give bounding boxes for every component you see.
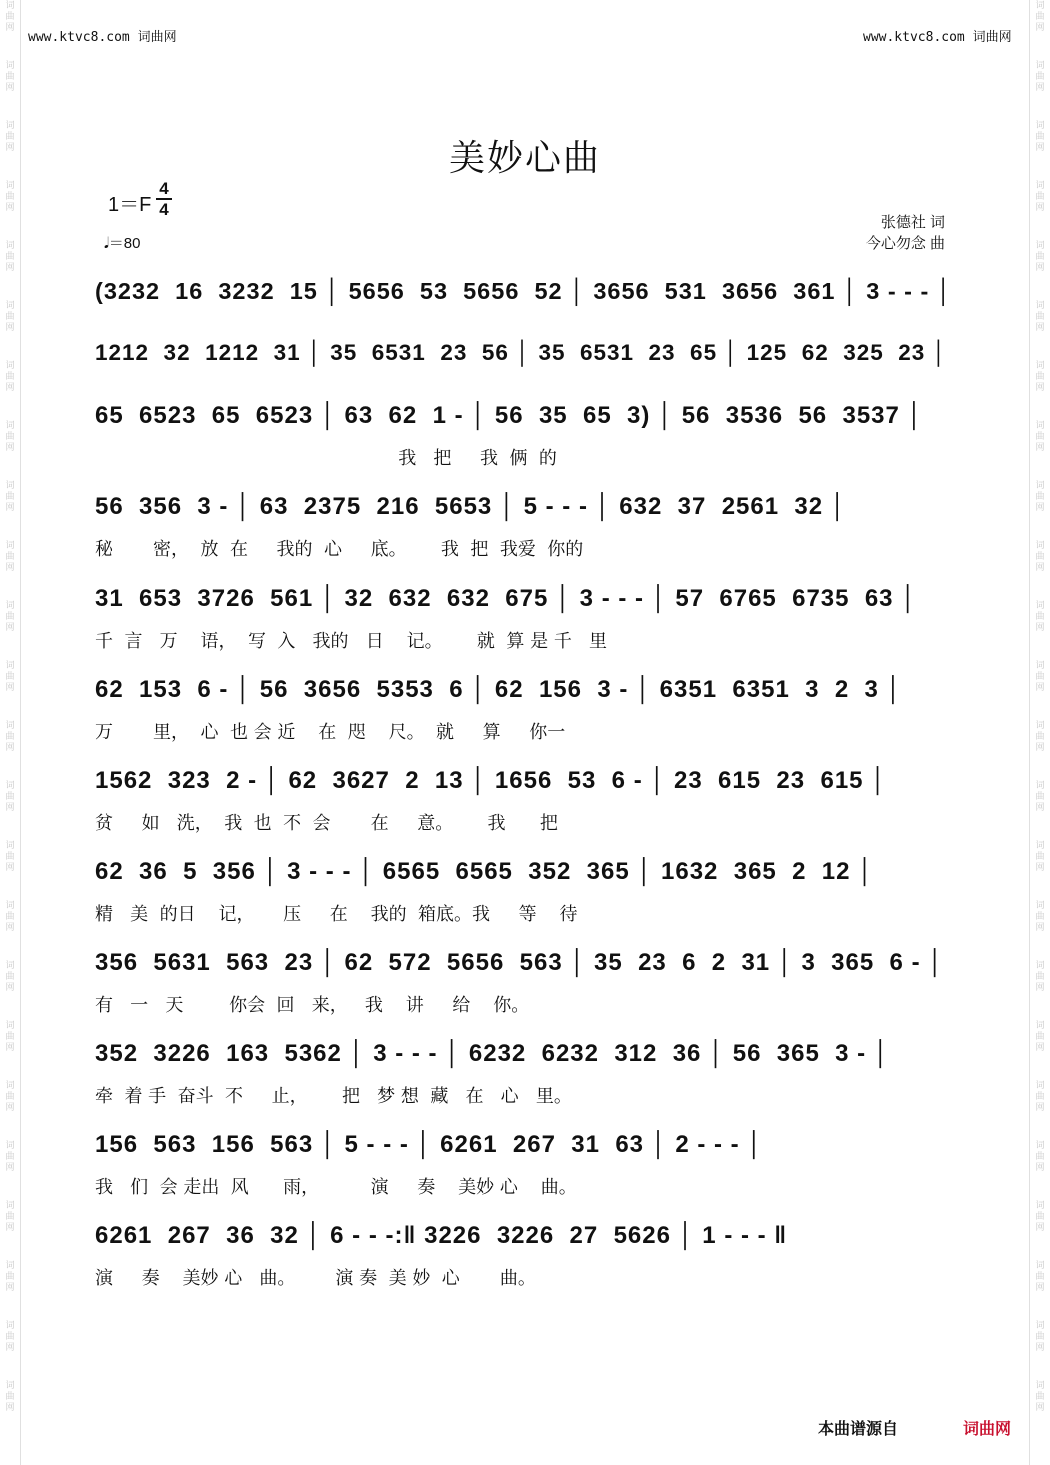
watermark-glyphs: 词 曲 网 (5, 360, 15, 392)
time-signature (156, 180, 172, 218)
composer: 今心勿念 曲 (865, 235, 945, 252)
lyric-line: 我 们 会 走出 风 雨， 演 奏 美妙 心 曲。 (95, 1177, 577, 1198)
lyric-line: 牵 着 手 奋斗 不 止， 把 梦 想 藏 在 心 里。 (95, 1086, 572, 1107)
watermark-glyphs: 词 曲 网 (1035, 120, 1045, 152)
watermark-glyphs: 词 曲 网 (5, 240, 15, 272)
watermark-glyphs: 词 曲 网 (1035, 840, 1045, 872)
lyric-line: 千 言 万 语， 写 入 我的 日 记。 就 算 是 千 里 (95, 631, 607, 652)
watermark-glyphs: 词 曲 网 (1035, 180, 1045, 212)
notation-line: 1562 323 2 - │ 62 3627 2 13 │ 1656 53 6 - │ 23 615 23 615 │ (95, 767, 888, 794)
notation-line: (3232 16 3232 15 │ 5656 53 5656 52 │ 3656 531 3656 361 │ 3 - - - │ (95, 278, 953, 304)
watermark-glyphs: 词 曲 网 (1035, 0, 1045, 32)
watermark-glyphs: 词 曲 网 (1035, 60, 1045, 92)
watermark-glyphs: 词 曲 网 (1035, 780, 1045, 812)
watermark-glyphs: 词 曲 网 (1035, 1080, 1045, 1112)
watermark-glyphs: 词 曲 网 (1035, 480, 1045, 512)
watermark-glyphs: 词 曲 网 (1035, 1320, 1045, 1352)
notation-line: 356 5631 563 23 │ 62 572 5656 563 │ 35 23 6 2 31 │ 3 365 6 - │ (95, 949, 945, 976)
watermark-glyphs: 词 曲 网 (1035, 420, 1045, 452)
watermark-glyphs: 词 曲 网 (1035, 1020, 1045, 1052)
tempo-marking: 𝅘𝅥＝80 (104, 235, 141, 252)
notation-line: 31 653 3726 561 │ 32 632 632 675 │ 3 - - - │ 57 6765 6735 63 │ (95, 585, 918, 612)
watermark-glyphs: 词 曲 网 (5, 60, 15, 92)
watermark-glyphs: 词 曲 网 (5, 300, 15, 332)
notation-line: 352 3226 163 5362 │ 3 - - - │ 6232 6232 312 36 │ 56 365 3 - │ (95, 1040, 890, 1067)
watermark-glyphs: 词 曲 网 (5, 0, 15, 32)
source-brand-link[interactable]: 词曲网 (963, 1421, 1012, 1438)
watermark-glyphs: 词 曲 网 (5, 180, 15, 212)
watermark-glyphs: 词 曲 网 (1035, 240, 1045, 272)
source-label: 本曲谱源自 (818, 1421, 899, 1438)
notation-line: 1212 32 1212 31 │ 35 6531 23 56 │ 35 6531 23 65 │ 125 62 325 23 │ (95, 340, 948, 365)
watermark-glyphs: 词 曲 网 (5, 1080, 15, 1112)
watermark-glyphs: 词 曲 网 (1035, 1380, 1045, 1412)
site-url-left[interactable]: www.ktvc8.com 词曲网 (28, 30, 177, 45)
watermark-glyphs: 词 曲 网 (5, 540, 15, 572)
watermark-glyphs: 词 曲 网 (5, 840, 15, 872)
watermark-glyphs: 词 曲 网 (1035, 960, 1045, 992)
watermark-glyphs: 词 曲 网 (1035, 360, 1045, 392)
lyric-line: 万 里， 心 也 会 近 在 咫 尺。 就 算 你一 (95, 722, 566, 743)
watermark-glyphs: 词 曲 网 (5, 480, 15, 512)
lyric-line: 有 一 天 你会 回 来， 我 讲 给 你。 (95, 995, 530, 1016)
notation-line: 156 563 156 563 │ 5 - - - │ 6261 267 31 63 │ 2 - - - │ (95, 1131, 764, 1158)
lyricist: 张德社 词 (880, 214, 945, 231)
watermark-glyphs: 词 曲 网 (1035, 600, 1045, 632)
watermark-glyphs: 词 曲 网 (5, 1380, 15, 1412)
watermark-glyphs: 词 曲 网 (5, 600, 15, 632)
watermark-glyphs: 词 曲 网 (5, 660, 15, 692)
lyric-line (95, 380, 953, 402)
watermark-glyphs: 词 曲 网 (5, 900, 15, 932)
watermark-glyphs: 词 曲 网 (1035, 720, 1045, 752)
watermark-glyphs: 词 曲 网 (5, 420, 15, 452)
notation-line: 62 153 6 - │ 56 3656 5353 6 │ 62 156 3 - │ 6351 6351 3 2 3 │ (95, 676, 903, 703)
notation-line: 65 6523 65 6523 │ 63 62 1 - │ 56 35 65 3) │ 56 3536 56 3537 │ (95, 402, 924, 429)
watermark-glyphs: 词 曲 网 (1035, 1260, 1045, 1292)
song-title: 美妙心曲 (448, 137, 601, 178)
watermark-glyphs: 词 曲 网 (1035, 300, 1045, 332)
notation-line: 56 356 3 - │ 63 2375 216 5653 │ 5 - - - │ 632 37 2561 32 │ (95, 493, 847, 520)
watermark-glyphs: 词 曲 网 (1035, 900, 1045, 932)
watermark-strip-right (1029, 0, 1050, 1465)
watermark-glyphs: 词 曲 网 (1035, 540, 1045, 572)
key-signature: 1＝F (108, 194, 152, 216)
lyric-line: 我 把 我 俩 的 (95, 448, 557, 469)
notation-line: 6261 267 36 32 │ 6 - - -:‖ 3226 3226 27 5626 │ 1 - - - ‖ (95, 1222, 788, 1249)
meter-top: 4 (159, 179, 169, 198)
watermark-glyphs: 词 曲 网 (5, 1140, 15, 1172)
lyric-line: 贫 如 洗， 我 也 不 会 在 意。 我 把 (95, 813, 558, 834)
lyric-line: 精 美 的日 记， 压 在 我的 箱底。我 等 待 (95, 904, 578, 925)
watermark-glyphs: 词 曲 网 (5, 780, 15, 812)
watermark-glyphs: 词 曲 网 (5, 1020, 15, 1052)
meter-bottom: 4 (159, 200, 169, 219)
site-url-right[interactable]: www.ktvc8.com 词曲网 (863, 30, 1012, 45)
watermark-glyphs: 词 曲 网 (5, 720, 15, 752)
watermark-glyphs: 词 曲 网 (5, 120, 15, 152)
watermark-strip-left (0, 0, 21, 1465)
watermark-glyphs: 词 曲 网 (5, 1320, 15, 1352)
credits (866, 212, 945, 254)
watermark-glyphs: 词 曲 网 (5, 1200, 15, 1232)
lyric-line: 演 奏 美妙 心 曲。 演 奏 美 妙 心 曲。 (95, 1268, 536, 1289)
watermark-glyphs: 词 曲 网 (1035, 1200, 1045, 1232)
watermark-glyphs: 词 曲 网 (5, 960, 15, 992)
watermark-glyphs: 词 曲 网 (1035, 1140, 1045, 1172)
watermark-glyphs: 词 曲 网 (5, 1260, 15, 1292)
lyric-line (95, 318, 953, 340)
notation-line: 62 36 5 356 │ 3 - - - │ 6565 6565 352 365 │ 1632 365 2 12 │ (95, 858, 875, 885)
lyric-line: 秘 密， 放 在 我的 心 底。 我 把 我爱 你的 (95, 539, 584, 560)
watermark-glyphs: 词 曲 网 (1035, 660, 1045, 692)
